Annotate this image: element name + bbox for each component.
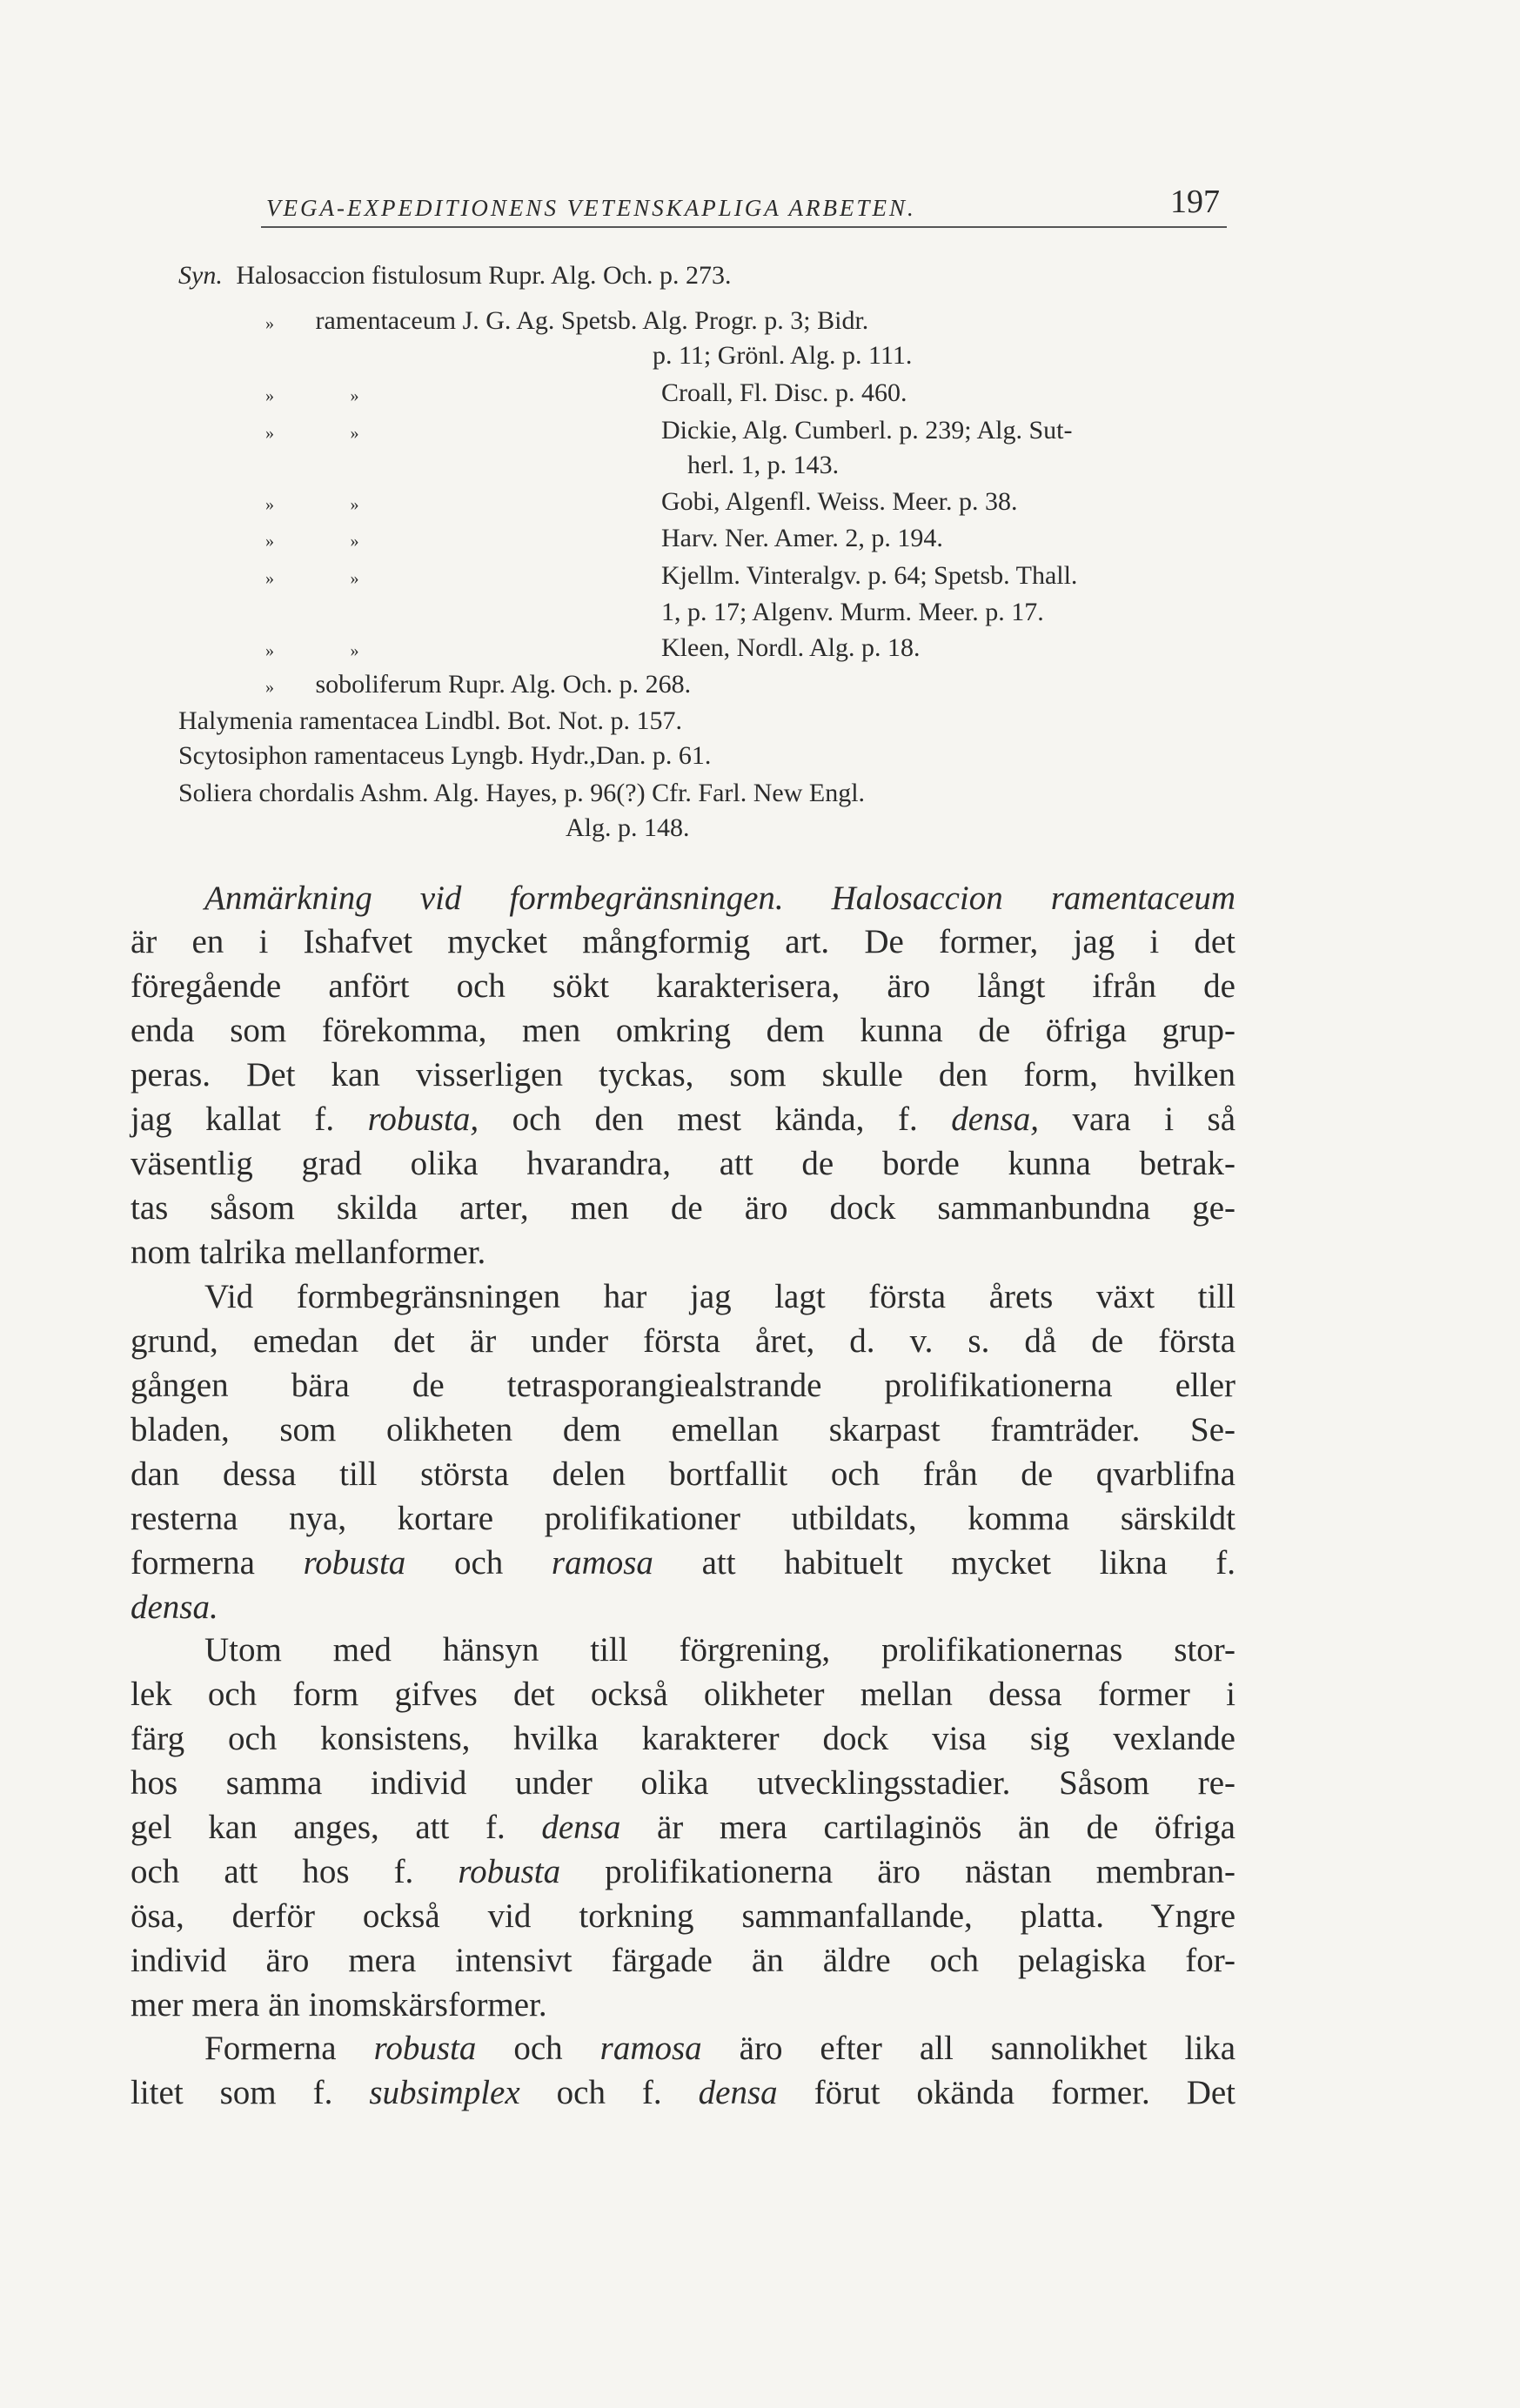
- ditto-mark: »: [265, 532, 274, 551]
- text-line: gången bära de tetrasporangiealstrande prolifikationerna eller: [131, 1367, 1235, 1404]
- synonym-line: [178, 378, 907, 413]
- text-line: [131, 1100, 1235, 1143]
- synonym-text: Alg. p. 148.: [566, 813, 690, 842]
- running-header: [261, 179, 1227, 228]
- ditto-mark: »: [350, 495, 359, 514]
- ditto-mark: »: [265, 495, 274, 514]
- synonym-line: [178, 670, 691, 705]
- ditto-mark: »: [350, 569, 359, 588]
- form-name: robusta,: [367, 1100, 479, 1138]
- form-name: robusta: [303, 1544, 406, 1582]
- synonym-line: [178, 416, 1073, 451]
- text-span: förut okända former. Det: [814, 2074, 1236, 2111]
- header-rule: [261, 226, 1227, 228]
- synonym-text: ramentaceum J. G. Ag. Spetsb. Alg. Progr. p. 3; Bidr.: [315, 306, 869, 335]
- text-line: dan dessa till största delen bortfallit och från de qvarblifna: [131, 1455, 1235, 1493]
- synonym-line: [178, 524, 943, 559]
- ditto-mark: »: [265, 314, 274, 333]
- ditto-mark: »: [265, 386, 274, 405]
- text-line: Vid formbegränsningen har jag lagt första årets växt till: [204, 1278, 1235, 1315]
- text-span: vara i så: [1072, 1100, 1236, 1138]
- synonym-text: Kjellm. Vinteralgv. p. 64; Spetsb. Thall.: [661, 561, 1078, 590]
- text-span: och: [513, 2030, 563, 2067]
- synonym-line: [661, 598, 1044, 632]
- ditto-mark: »: [265, 678, 274, 697]
- running-title: VEGA-EXPEDITIONENS VETENSKAPLIGA ARBETEN.: [266, 195, 916, 221]
- synonym-text: Croall, Fl. Disc. p. 460.: [661, 378, 907, 407]
- synonym-text: Kleen, Nordl. Alg. p. 18.: [661, 633, 921, 662]
- text-line: mer mera än inomskärsformer.: [131, 1986, 547, 2023]
- synonym-text: Halymenia ramentacea Lindbl. Bot. Not. p. 157.: [178, 706, 683, 735]
- form-name: densa: [541, 1809, 621, 1846]
- text-line: individ äro mera intensivt färgade än äldre och pelagiska for-: [131, 1942, 1235, 1979]
- text-line: nom talrika mellanformer.: [131, 1234, 486, 1271]
- ditto-mark: »: [265, 424, 274, 443]
- text-span: och den mest kända, f.: [512, 1100, 918, 1138]
- form-name: subsimplex: [369, 2074, 520, 2111]
- text-span: att habituelt mycket likna f.: [701, 1544, 1236, 1582]
- text-line: peras. Det kan visserligen tyckas, som skulle den form, hvilken: [131, 1056, 1235, 1094]
- ditto-mark: »: [265, 641, 274, 660]
- text-span: är mera cartilaginös än de öfriga: [656, 1809, 1235, 1846]
- text-line: hos samma individ under olika utvecklingsstadier. Såsom re-: [131, 1764, 1235, 1802]
- text-line: Utom med hänsyn till förgrening, prolifikationernas stor-: [204, 1631, 1235, 1669]
- synonym-line: [178, 633, 921, 668]
- ditto-mark: »: [350, 532, 359, 551]
- form-name: ramosa: [551, 1544, 653, 1582]
- synonym-lead: Syn.: [178, 261, 223, 290]
- text-line: ösa, derför också vid torkning sammanfallande, platta. Yngre: [131, 1897, 1235, 1935]
- text-line: bladen, som olikheten dem emellan skarpast framträder. Se-: [131, 1411, 1235, 1448]
- synonym-line: [178, 306, 868, 341]
- text-span: litet som f.: [131, 2074, 333, 2111]
- synonym-line: [178, 706, 682, 741]
- text-line: föregående anfört och sökt karakterisera, äro långt ifrån de: [131, 967, 1235, 1005]
- text-line: är en i Ishafvet mycket mångformig art. De former, jag i det: [131, 923, 1235, 960]
- synonym-text: soboliferum Rupr. Alg. Och. p. 268.: [315, 670, 692, 699]
- text-span: Formerna: [204, 2030, 337, 2067]
- text-line: färg och konsistens, hvilka karakterer dock visa sig vexlande: [131, 1720, 1235, 1757]
- synonym-line: [687, 451, 839, 485]
- text-span: formerna: [131, 1544, 255, 1582]
- synonym-line: [178, 487, 1018, 522]
- synonym-text: Harv. Ner. Amer. 2, p. 194.: [661, 524, 943, 552]
- synonym-line: [178, 741, 711, 776]
- text-line: väsentlig grad olika hvarandra, att de borde kunna betrak-: [131, 1145, 1235, 1182]
- text-line: [131, 1852, 1235, 1896]
- text-line: resterna nya, kortare prolifikationer utbildats, komma särskildt: [131, 1500, 1235, 1537]
- synonym-text: Soliera chordalis Ashm. Alg. Hayes, p. 96(?) Cfr. Farl. New Engl.: [178, 779, 866, 807]
- synonym-text: 1, p. 17; Algenv. Murm. Meer. p. 17.: [661, 598, 1044, 626]
- text-span: och att hos f.: [131, 1853, 414, 1890]
- text-span: prolifikationerna äro nästan membran-: [605, 1853, 1236, 1890]
- text-span: äro efter all sannolikhet lika: [739, 2030, 1236, 2067]
- form-name: densa: [698, 2074, 778, 2111]
- text-line: [131, 879, 1235, 922]
- synonym-text: p. 11; Grönl. Alg. p. 111.: [653, 341, 913, 370]
- text-line: [131, 1808, 1235, 1851]
- text-line: [131, 1588, 218, 1631]
- synonym-line: [178, 779, 865, 813]
- page-number: 197: [1170, 184, 1220, 220]
- form-name: densa.: [131, 1589, 218, 1626]
- ditto-mark: »: [265, 569, 274, 588]
- text-line: tas såsom skilda arter, men de äro dock sammanbundna ge-: [131, 1189, 1235, 1227]
- text-span: och: [453, 1544, 504, 1582]
- text-line: lek och form gifves det också olikheter mellan dessa former i: [131, 1676, 1235, 1713]
- text-line: grund, emedan det är under första året, d. v. s. då de första: [131, 1322, 1235, 1360]
- synonym-line: [178, 261, 731, 296]
- text-line: [131, 2029, 1235, 2072]
- synonym-text: Gobi, Algenfl. Weiss. Meer. p. 38.: [661, 487, 1018, 516]
- synonym-text: Halosaccion fistulosum Rupr. Alg. Och. p. 273.: [236, 261, 732, 290]
- text-line: enda som förekomma, men omkring dem kunna de öfriga grup-: [131, 1012, 1235, 1049]
- synonym-line: [178, 561, 1078, 596]
- synonym-line: [653, 341, 912, 376]
- ditto-mark: »: [350, 424, 359, 443]
- text-span: och f.: [556, 2074, 662, 2111]
- synonym-line: [566, 813, 690, 848]
- text-line: [131, 2073, 1235, 2117]
- synonym-text: herl. 1, p. 143.: [687, 451, 840, 479]
- text-span: jag kallat f.: [131, 1100, 335, 1138]
- form-name: densa,: [951, 1100, 1039, 1138]
- ditto-mark: »: [350, 386, 359, 405]
- form-name: robusta: [373, 2030, 477, 2067]
- remark-heading: Anmärkning vid formbegränsningen.: [204, 880, 784, 917]
- ditto-mark: »: [350, 641, 359, 660]
- species-name: Halosaccion ramentaceum: [831, 880, 1236, 917]
- text-line: [131, 1543, 1235, 1587]
- form-name: ramosa: [599, 2030, 702, 2067]
- form-name: robusta: [458, 1853, 561, 1890]
- text-span: gel kan anges, att f.: [131, 1809, 506, 1846]
- synonym-text: Dickie, Alg. Cumberl. p. 239; Alg. Sut-: [661, 416, 1073, 445]
- synonym-text: Scytosiphon ramentaceus Lyngb. Hydr.,Dan. p. 61.: [178, 741, 712, 770]
